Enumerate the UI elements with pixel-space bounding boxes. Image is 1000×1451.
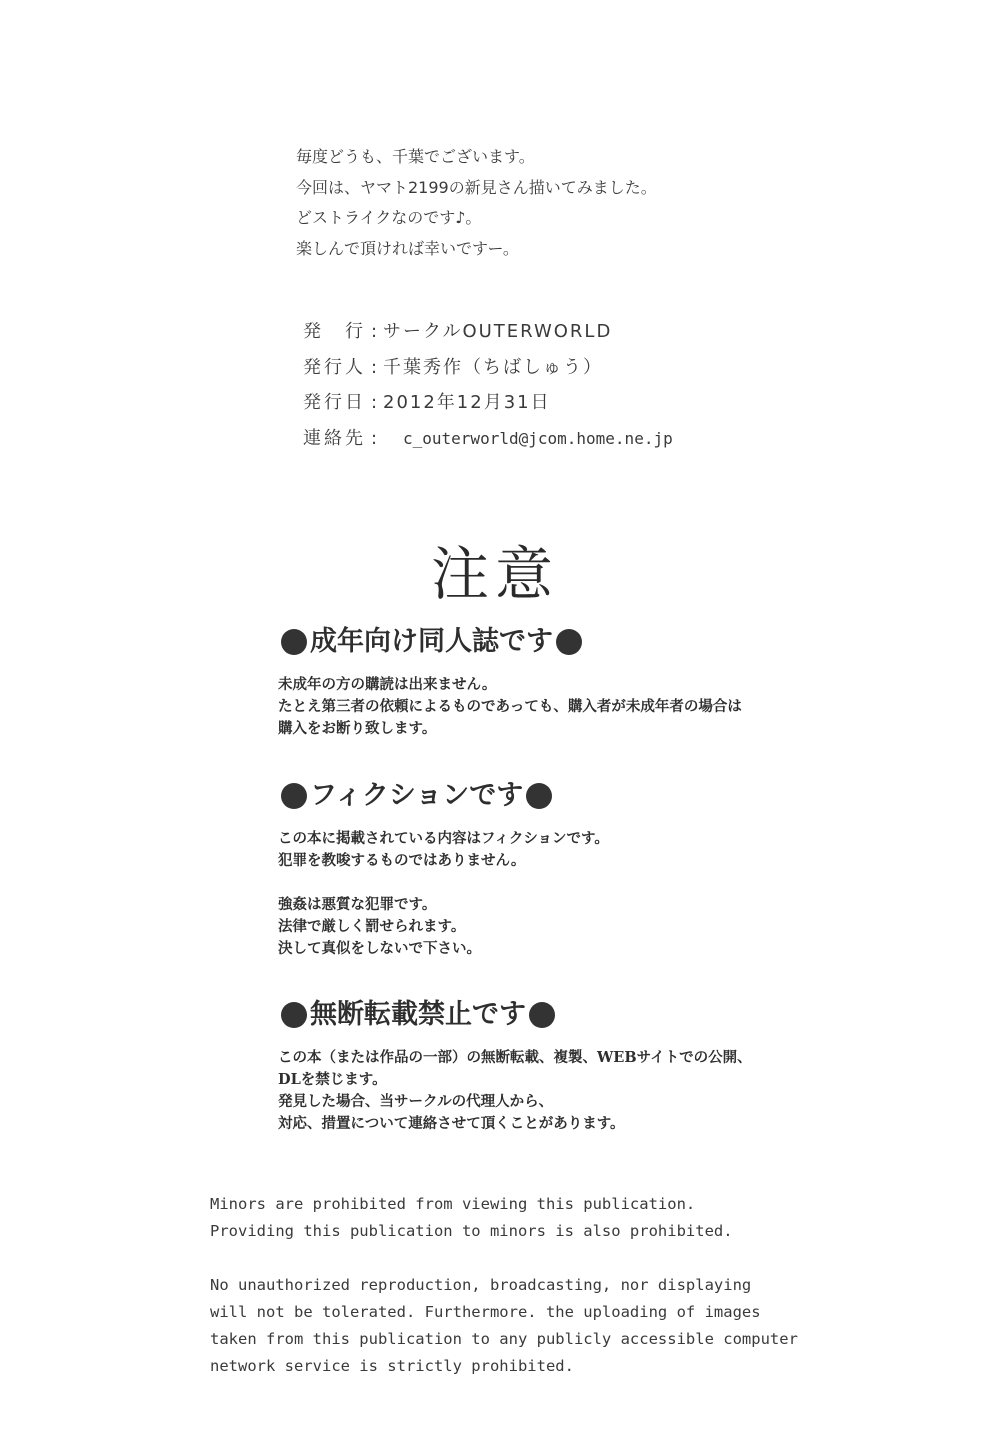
greeting-line: 毎度どうも、千葉でございます。 [296,147,535,166]
body-line: たとえ第三者の依頼によるものであっても、購入者が未成年者の場合は [278,698,742,715]
english-line: Minors are prohibited from viewing this publication. [210,1195,696,1213]
english-notice-minors [210,1191,733,1245]
body-line: 未成年の方の購読は出来ません。 [278,676,497,693]
english-line: No unauthorized reproduction, broadcasting, nor displaying [210,1276,752,1294]
issue-date-value: 2012年12月31日 [383,392,551,413]
english-line: network service is strictly prohibited. [210,1357,574,1375]
contact-row [303,425,673,461]
body-line: 決して真似をしないで下さい。 [278,940,481,957]
publication-info [303,318,673,460]
body-line: 法律で厳しく罰せられます。 [278,918,466,935]
contact-email: c_outerworld@jcom.home.ne.jp [403,428,673,448]
section-body [278,1047,752,1135]
issuer-row [303,354,673,390]
body-line: 発見した場合、当サークルの代理人から、 [278,1093,554,1110]
body-line: 対応、措置について連絡させて頂くことがあります。 [278,1115,625,1132]
issue-date-label: 発行日 [303,392,365,413]
body-line: 購入をお断り致します。 [278,720,437,737]
english-line: taken from this publication to any publicly accessible computer [210,1330,798,1348]
no-reproduction-section [278,995,752,1135]
issuer-value: 千葉秀作（ちばしゅう） [383,356,603,378]
body-line: この本に掲載されている内容はフィクションです。 [278,830,609,847]
contact-label: 連絡先 [303,427,365,449]
english-notice-reproduction [210,1272,798,1380]
section-heading-text: 無断転載禁止です [310,999,526,1030]
section-heading [278,622,742,662]
publisher-label: 発行 [303,321,365,342]
publisher-row [303,318,673,354]
bullet-icon [281,629,307,655]
issue-date-row [303,389,673,425]
body-line: この本（または作品の一部）の無断転載、複製、WEBサイトでの公開、 [278,1049,752,1066]
bullet-icon [556,629,582,655]
bullet-icon [281,1002,307,1028]
section-body [278,828,609,960]
body-line: 強姦は悪質な犯罪です。 [278,896,437,913]
bullet-icon [281,783,307,809]
section-heading [278,776,609,816]
english-line: Providing this publication to minors is also prohibited. [210,1222,733,1240]
label-separator: : [370,392,378,413]
section-heading-text: フィクションです [310,780,524,811]
adult-content-section [278,622,742,740]
author-greeting [296,146,657,268]
issuer-label: 発行人 [303,356,365,378]
label-separator: : [370,321,378,342]
bullet-icon [526,783,552,809]
label-separator: : [370,356,378,378]
greeting-line: どストライクなのです♪。 [296,208,482,227]
english-line: will not be tolerated. Furthermore. the uploading of images [210,1303,761,1321]
bullet-icon [529,1002,555,1028]
greeting-line: 楽しんで頂ければ幸いですー。 [296,238,519,258]
fiction-section [278,776,609,960]
caution-title: 注意 [430,540,559,608]
label-separator: : [370,427,378,449]
section-body [278,674,742,740]
section-heading-text: 成年向け同人誌です [310,626,553,657]
body-line: DLを禁じます。 [278,1071,387,1088]
section-heading [278,995,752,1035]
body-line: 犯罪を教唆するものではありません。 [278,852,526,869]
publisher-value: サークルOUTERWORLD [383,321,613,342]
greeting-line: 今回は、ヤマト2199の新見さん描いてみました。 [296,177,657,197]
